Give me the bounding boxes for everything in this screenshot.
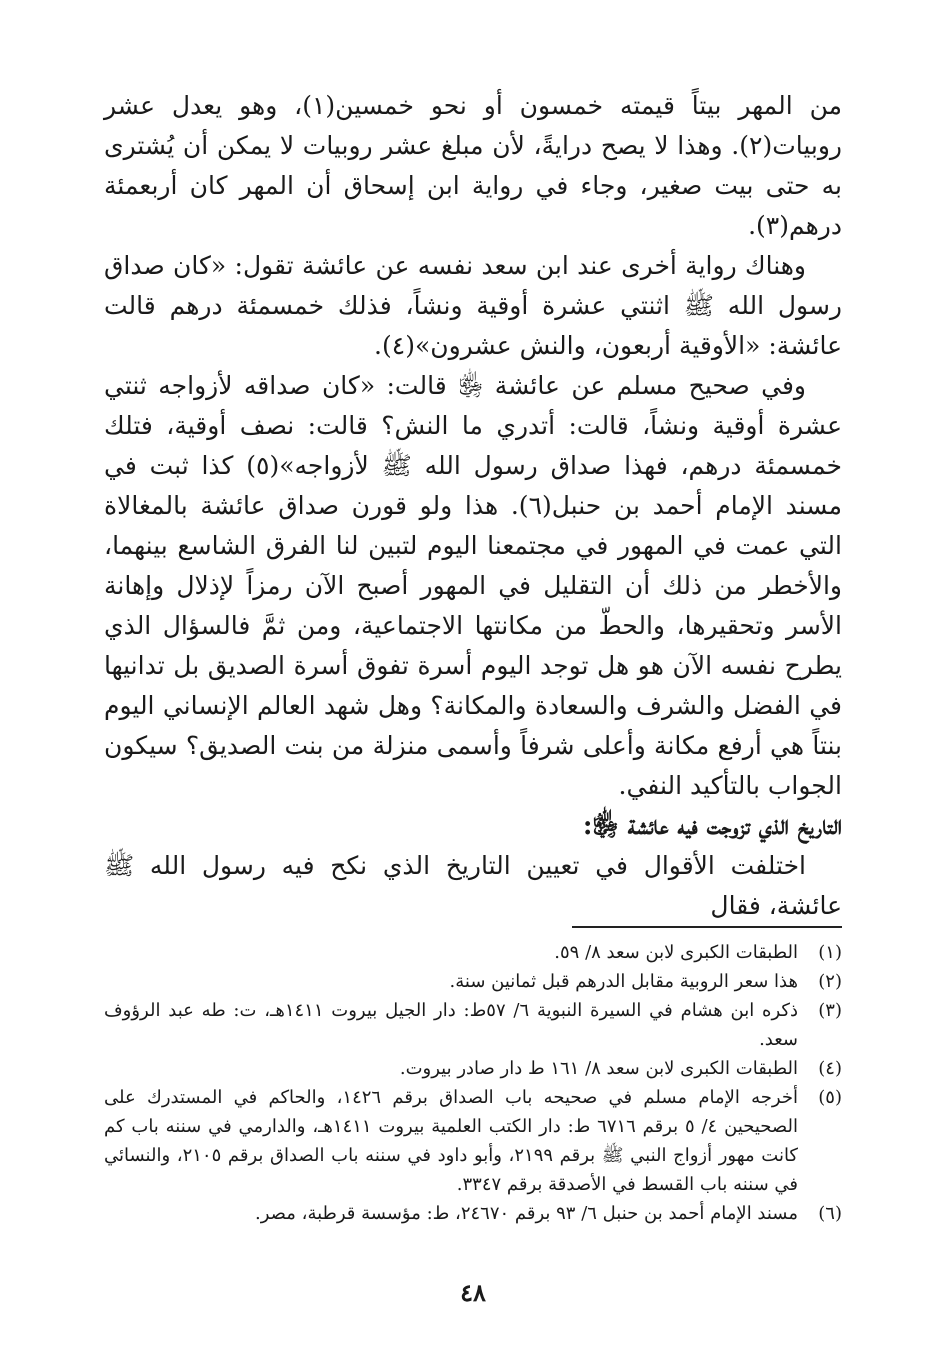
- footnote-number: (٥): [818, 1087, 842, 1108]
- footnote-text: ذكره ابن هشام في السيرة النبوية ٦/ ٥٧ط: دار الجيل بيروت ١٤١١هـ، ت: طه عبد الرؤوف سعد.: [104, 1000, 799, 1050]
- footnotes: [104, 938, 842, 1228]
- footnote-item: [104, 1054, 842, 1083]
- footnote-number: (١): [818, 942, 842, 963]
- footnote-item: [104, 1083, 842, 1199]
- body-paragraph-2: وهناك رواية أخرى عند ابن سعد نفسه عن عائشة تقول: «كان صداق رسول الله ﷺ اثنتي عشرة أوقية ونشاً، فذلك خمسمئة درهم قالت عائشة: «الأوقية أربعون، والنش عشرون»(٤).: [104, 251, 842, 360]
- footnote-item: [104, 996, 842, 1054]
- footnote-number: (٤): [818, 1058, 842, 1079]
- footnote-number: (٣): [818, 1000, 842, 1021]
- footnote-separator: [572, 926, 842, 928]
- footnote-item: [104, 967, 842, 996]
- footnote-text: هذا سعر الروبية مقابل الدرهم قبل ثمانين سنة.: [449, 971, 798, 992]
- page-number: ٤٨: [460, 1278, 486, 1307]
- footnote-text: مسند الإمام أحمد بن حنبل ٦/ ٩٣ برقم ٢٤٦٧٠، ط: مؤسسة قرطبة، مصر.: [255, 1203, 798, 1224]
- body-paragraph-3: وفي صحيح مسلم عن عائشة ﵂ قالت: «كان صداقه لأزواجه ثنتي عشرة أوقية ونشاً، قالت: أتدري ما النش؟ قالت: نصف أوقية، فتلك خمسمئة درهم، فهذا صداق رسول الله ﷺ لأزواجه»(٥) كذا ثبت في مسند الإمام أحمد بن حنبل(٦). هذا ولو قورن صداق عائشة بالمغالاة التي عمت في المهور في مجتمعنا اليوم لتبين لنا الفرق الشاسع بينهما، والأخطر من ذلك أن التقليل في المهور أصبح الآن رمزاً لإذلال وإهانة الأسر وتحقيرها، والحطّ من مكانتها الاجتماعية، ومن ثمَّ فالسؤال الذي يطرح نفسه الآن هو هل توجد اليوم أسرة تفوق أسرة الصديق بل تدانيها في الفضل والشرف والسعادة والمكانة؟ وهل شهد العالم الإنساني اليوم بنتاً هي أرفع مكانة وأعلى شرفاً وأسمى منزلة من بنت الصديق؟ سيكون الجواب بالتأكيد النفي.: [104, 371, 842, 800]
- book-page: [104, 86, 842, 1366]
- footnote-text: الطبقات الكبرى لابن سعد ٨/ ٥٩.: [554, 942, 798, 963]
- body-paragraph-1: من المهر بيتاً قيمته خمسون أو نحو خمسين(١)، وهو يعدل عشر روبيات(٢). وهذا لا يصح درايةً، لأن مبلغ عشر روبيات لا يمكن أن يُشترى به حتى بيت صغير، وجاء في رواية ابن إسحاق أن المهر كان أربعمئة درهم(٣).: [104, 91, 842, 240]
- footnote-item: [104, 938, 842, 967]
- body-paragraph-4: اختلفت الأقوال في تعيين التاريخ الذي نكح فيه رسول الله ﷺ عائشة، فقال: [104, 851, 842, 920]
- footnote-item: [104, 1199, 842, 1228]
- footnote-text: أخرجه الإمام مسلم في صحيحه باب الصداق برقم ١٤٢٦، والحاكم في المستدرك على الصحيحين ٤/ ٥ برقم ٦٧١٦ ط: دار الكتب العلمية بيروت ١٤١١هـ، والدارمي في سننه باب كم كانت مهور أزواج النبي ﷺ برقم ٢١٩٩، وأبو داود في سننه باب الصداق برقم ٢١٠٥، والنسائي في سننه باب القسط في الأصدقة برقم ٣٣٤٧.: [104, 1087, 799, 1195]
- footnote-text: الطبقات الكبرى لابن سعد ٨/ ١٦١ ط دار صادر بيروت.: [399, 1058, 798, 1079]
- footnote-number: (٢): [818, 971, 842, 992]
- section-heading: التاريخ الذي تزوجت فيه عائشة ﵂:: [582, 811, 842, 841]
- main-text: [104, 86, 842, 926]
- footnote-number: (٦): [818, 1203, 842, 1224]
